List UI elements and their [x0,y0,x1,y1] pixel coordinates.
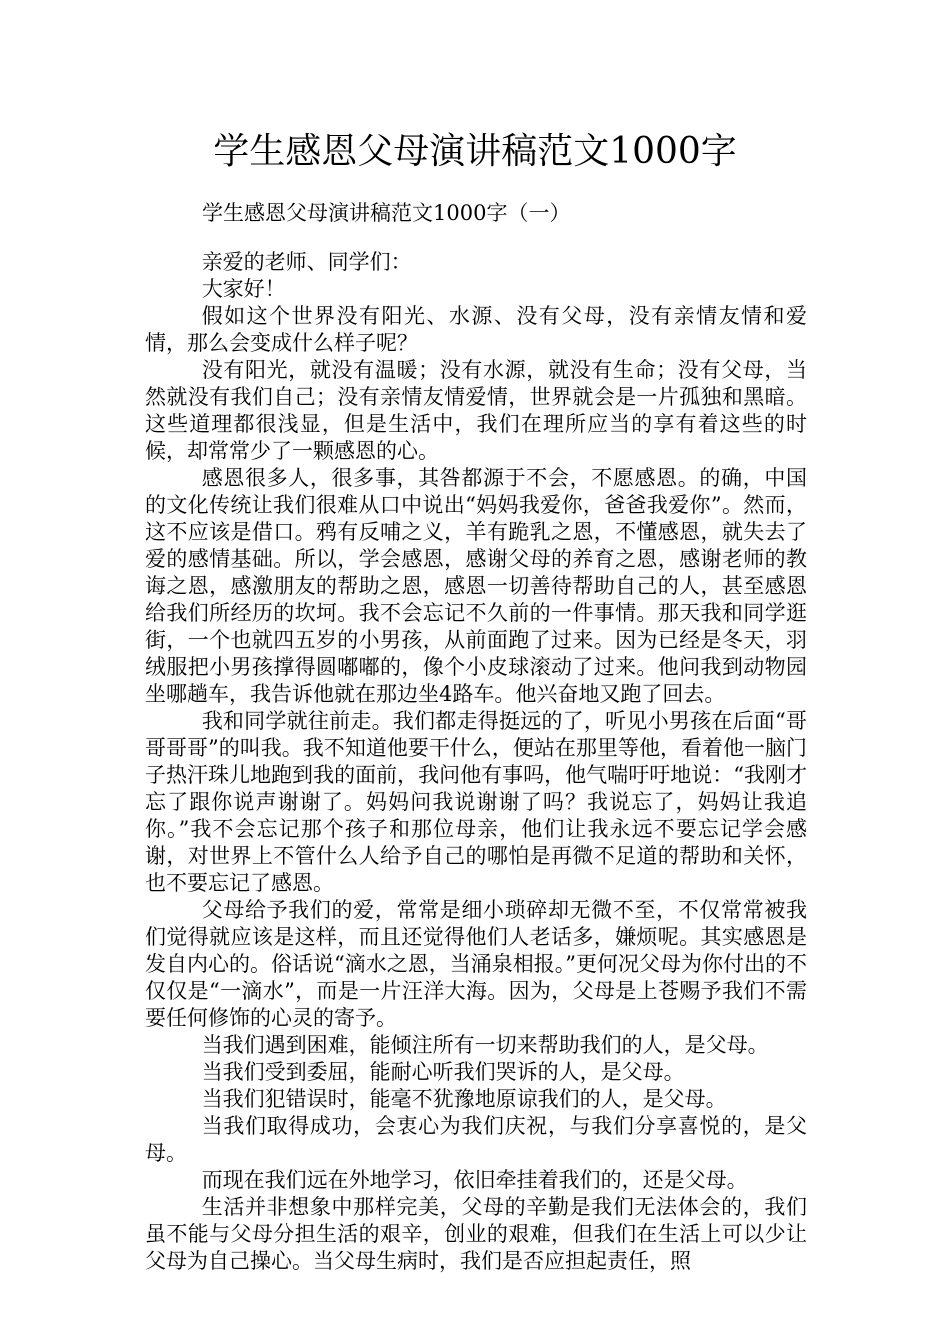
paragraph: 感恩很多人，很多事，其咎都源于不会，不愿感恩。的确，中国的文化传统让我们很难从口中说出“妈妈我爱你，爸爸我爱你”。然而，这不应该是借口。鸦有反哺之义，羊有跪乳之恩，不懂感恩，就失去了爱的感情基础。所以，学会感恩，感谢父母的养育之恩，感谢老师的教诲之恩，感激朋友的帮助之恩，感恩一切善待帮助自己的人，甚至感恩给我们所经历的坎坷。我不会忘记不久前的一件事情。那天我和同学逛街，一个也就四五岁的小男孩，从前面跑了过来。因为已经是冬天，羽绒服把小男孩撑得圆嘟嘟的，像个小皮球滚动了过来。他问我到动物园坐哪趟车，我告诉他就在那边坐4路车。他兴奋地又跑了回去。 [145,466,807,706]
paragraph: 当我们犯错误时，能毫不犹豫地原谅我们的人，是父母。 [201,1087,727,1111]
paragraph: 当我们取得成功，会衷心为我们庆祝，与我们分享喜悦的，是父母。 [145,1114,807,1165]
paragraph: 亲爱的老师、同学们： [201,250,412,274]
paragraph: 假如这个世界没有阳光、水源、没有父母，没有亲情友情和爱情，那么会变成什么样子呢？ [145,304,807,355]
document-body [145,249,807,1275]
document-subtitle: 学生感恩父母演讲稿范文1000字（一） [202,201,571,225]
paragraph: 当我们受到委屈，能耐心听我们哭诉的人，是父母。 [201,1060,685,1084]
paragraph: 大家好！ [201,277,286,301]
paragraph: 没有阳光，就没有温暖；没有水源，就没有生命；没有父母，当然就没有我们自己；没有亲情友情爱情，世界就会是一片孤独和黑暗。这些道理都很浅显，但是生活中，我们在理所应当的享有着这些的时候，却常常少了一颗感恩的心。 [145,358,807,463]
paragraph: 我和同学就往前走。我们都走得挺远的了，听见小男孩在后面“哥哥哥哥”的叫我。我不知道他要干什么，便站在那里等他，看着他一脑门子热汗珠儿地跑到我的面前，我问他有事吗，他气喘吁吁地说：“我刚才忘了跟你说声谢谢了。妈妈问我说谢谢了吗？我说忘了，妈妈让我追你。”我不会忘记那个孩子和那位母亲，他们让我永远不要忘记学会感谢，对世界上不管什么人给予自己的哪怕是再微不足道的帮助和关怀，也不要忘记了感恩。 [145,709,807,895]
paragraph: 生活并非想象中那样完美，父母的辛勤是我们无法体会的，我们虽不能与父母分担生活的艰辛，创业的艰难，但我们在生活上可以少让父母为自己操心。当父母生病时，我们是否应担起责任，照 [145,1195,807,1273]
document-title: 学生感恩父母演讲稿范文1000字 [213,131,737,172]
paragraph: 而现在我们远在外地学习，依旧牵挂着我们的，还是父母。 [201,1168,748,1192]
paragraph: 父母给予我们的爱，常常是细小琐碎却无微不至，不仅常常被我们觉得就应该是这样，而且还觉得他们人老话多，嫌烦呢。其实感恩是发自内心的。俗话说“滴水之恩，当涌泉相报。”更何况父母为你付出的不仅仅是“一滴水”，而是一片汪洋大海。因为，父母是上苍赐予我们不需要任何修饰的心灵的寄予。 [145,898,807,1030]
paragraph: 当我们遇到困难，能倾注所有一切来帮助我们的人，是父母。 [201,1033,769,1057]
